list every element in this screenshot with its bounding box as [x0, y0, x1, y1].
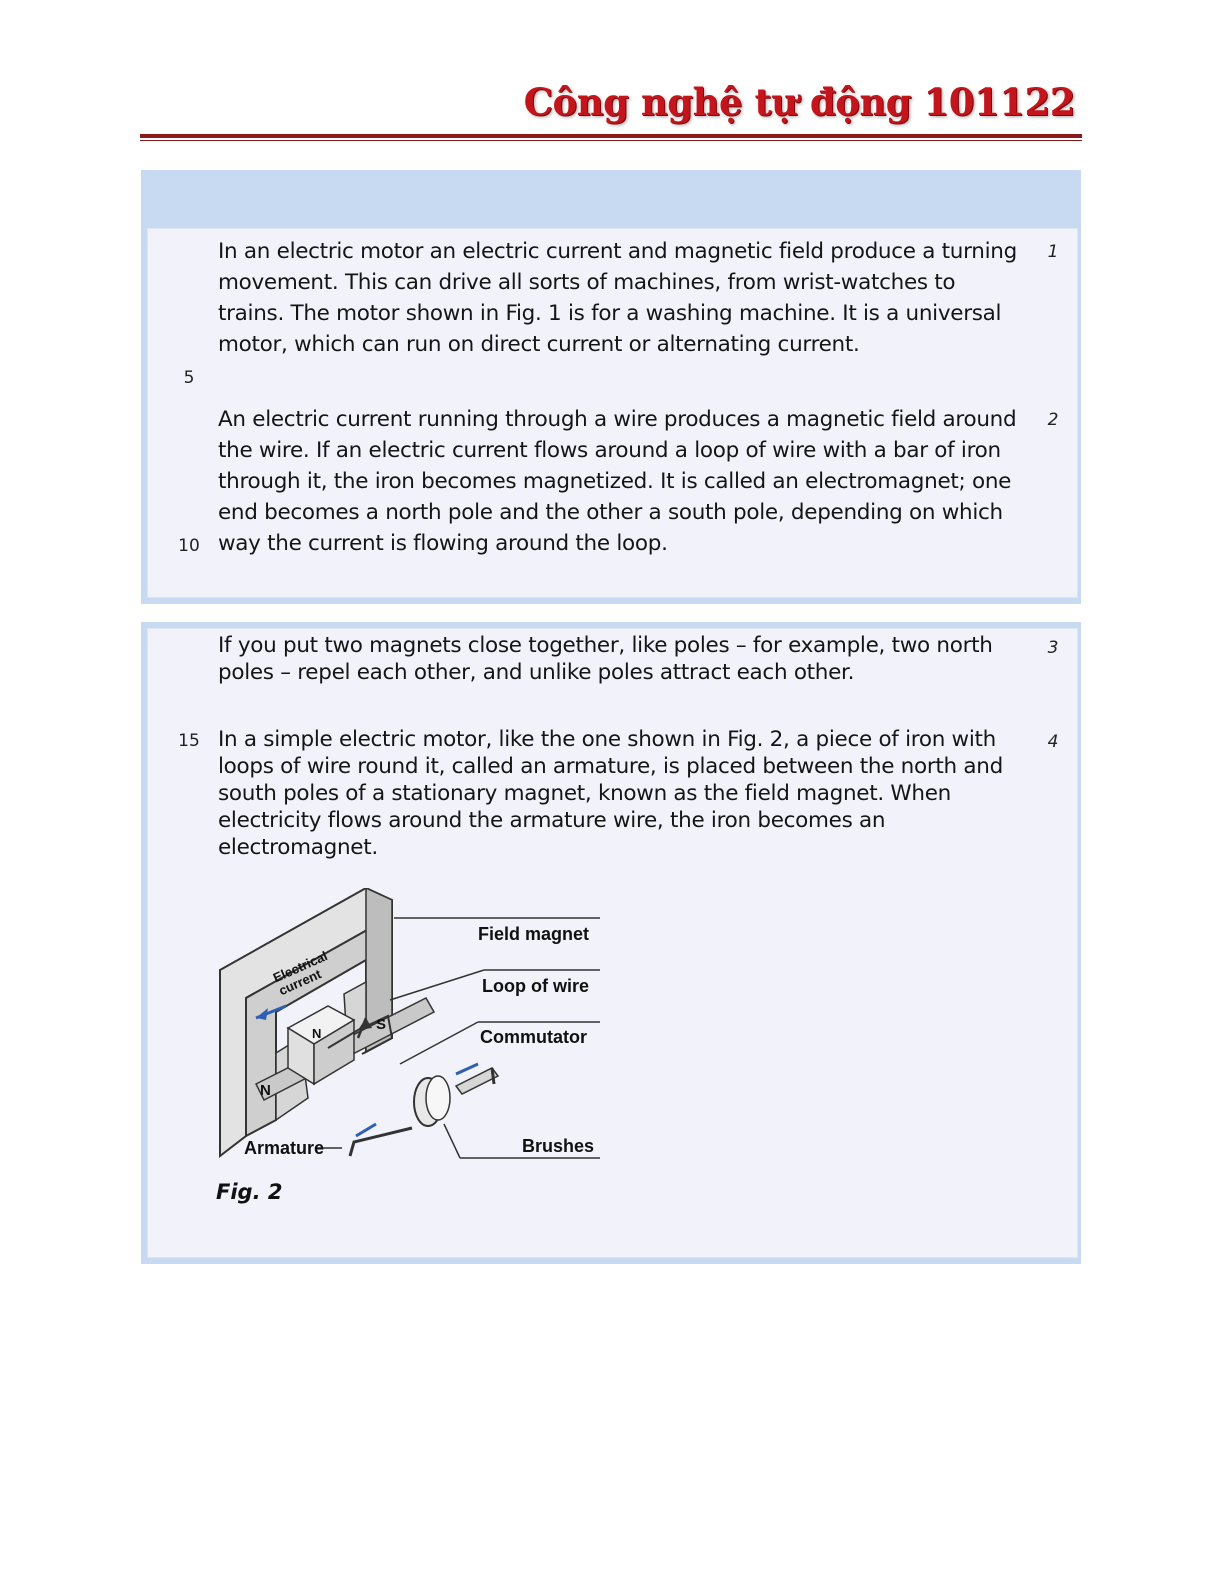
label-electrical-current: Electrical current: [270, 948, 330, 999]
label-brushes: Brushes: [522, 1136, 595, 1156]
paragraph-2: An electric current running through a wire produces a magnetic field around the wire. If an electric current flows around a loop of wire with a bar of iron through it, the iron becomes magnetized. It is called an electromagnet; one end becomes a north pole and the other a south pole, depending on which way the current is flowing around the loop.: [218, 407, 1017, 556]
label-south-pole: S: [376, 1016, 387, 1033]
label-commutator: Commutator: [480, 1027, 587, 1047]
paragraph-3: If you put two magnets close together, like poles – for example, two north poles – repel each other, and unlike poles attract each other.: [218, 633, 993, 685]
line-number: 10: [178, 536, 200, 556]
paragraph-number: 4: [1047, 732, 1059, 752]
header-rule-thin: [140, 140, 1082, 141]
paragraph-1: In an electric motor an electric current and magnetic field produce a turning movement. This can drive all sorts of machines, from wrist-watches to trains. The motor shown in Fig. 1 is for a washing machine. It is a universal motor, which can run on direct current or alternating current.: [218, 239, 1017, 357]
label-field-magnet: Field magnet: [478, 924, 590, 944]
line-number: 15: [178, 731, 200, 751]
label-loop-of-wire: Loop of wire: [482, 976, 589, 996]
line-number: 5: [183, 368, 195, 388]
brand-title: Công nghệ tự động 101122: [523, 80, 1075, 124]
paragraph-number: 1: [1047, 242, 1059, 262]
label-north-pole: N: [260, 1082, 271, 1099]
paragraph-4: In a simple electric motor, like the one shown in Fig. 2, a piece of iron with loops of wire round it, called an armature, is placed between the north and south poles of a stationary magnet, known as the field magnet. When electricity flows around the armature wire, the iron becomes an electromagnet.: [218, 727, 1003, 860]
label-armature-north: N: [312, 1026, 322, 1041]
label-armature: Armature: [244, 1138, 325, 1158]
paragraph-number: 3: [1047, 638, 1059, 658]
motor-diagram: [216, 888, 616, 1168]
figure-caption: Fig. 2: [216, 1180, 283, 1204]
paragraph-number: 2: [1047, 410, 1059, 430]
header-rule: [140, 134, 1082, 138]
